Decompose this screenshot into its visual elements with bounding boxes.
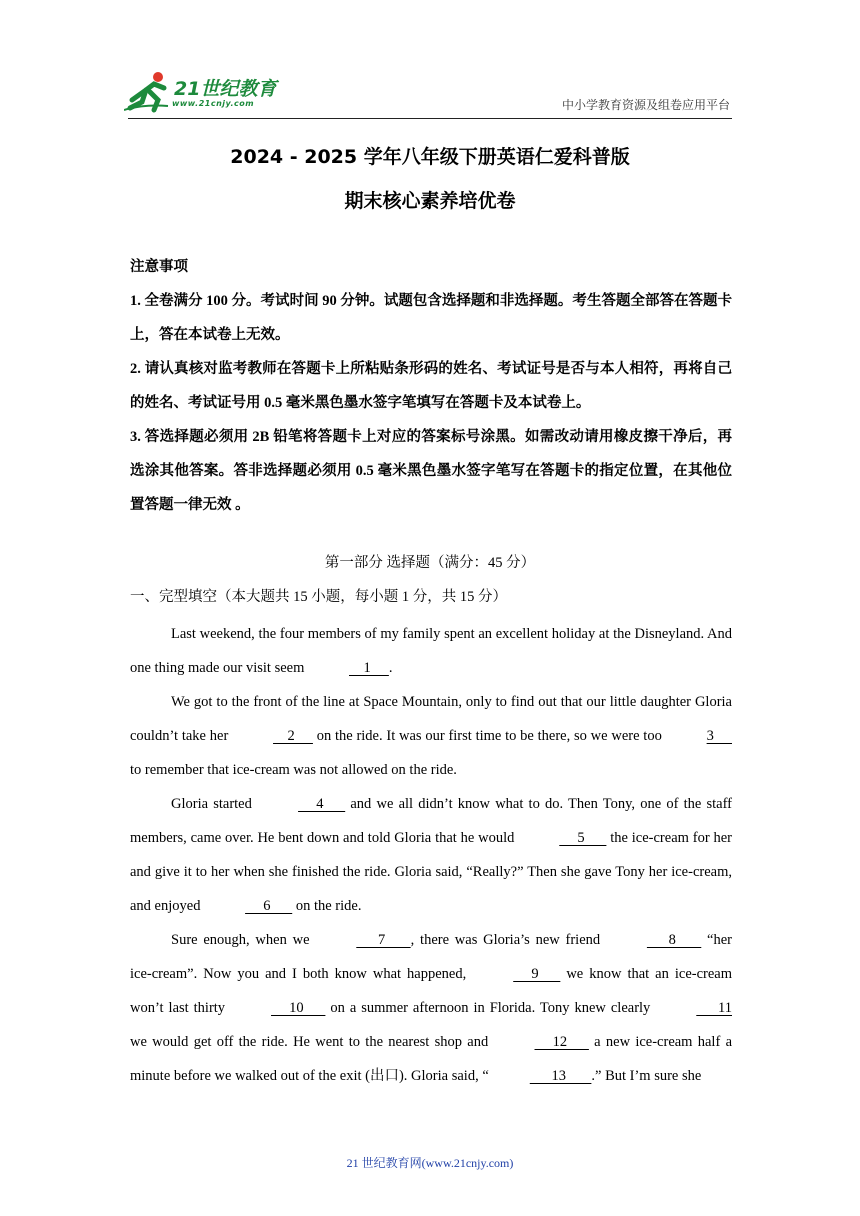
blank-9: 9 [513,966,561,982]
blank-2: 2 [273,728,313,744]
blank-11: 11 [696,1000,732,1016]
header-divider [128,118,732,119]
blank-5: 5 [559,830,607,846]
blank-10: 10 [271,1000,326,1016]
blank-6: 6 [245,898,293,914]
notes-section [130,250,732,522]
cloze-passage [130,617,732,1093]
paragraph: We got to the front of the line at Space Mountain, only to find out that our little daughter Gloria couldn’t take her 2 on the ride. It was our first time to be there, so we were too 3 to remember that ice-cream was not allowed on the ride. [130,694,732,778]
note-item-3: 3. 答选择题必须用 2B 铅笔将答题卡上对应的答案标号涂黑。如需改动请用橡皮擦干净后，再选涂其他答案。答非选择题必须用 0.5 毫米黑色墨水签字笔写在答题卡的指定位置，在其他位置答题一律无效 。 [130,429,732,513]
notes-heading: 注意事项 [130,259,188,275]
page-footer: 21 世纪教育网(www.21cnjy.com) [346,1156,514,1170]
blank-8: 8 [646,932,702,948]
blank-7: 7 [356,932,411,948]
exam-title: 2024 - 2025 学年八年级下册英语仁爱科普版 [230,146,630,168]
note-item-2: 2. 请认真核对监考教师在答题卡上所粘贴条形码的姓名、考试证号是否与本人相符，再将自己的姓名、考试证号用 0.5 毫米黑色墨水签字笔填写在答题卡及本试卷上。 [130,361,732,411]
paragraph: Sure enough, when we 7 , there was Gloria’s new friend 8 “her ice-cream”. Now you and I both know what happened, 9 we know that an ice-cream won’t last thirty 10 on a summer afternoon in Florida. Tony knew clearly 11 we would get off the ride. He went to the nearest shop and 12 a new ice-cream half a minute before we walked out of the exit (出口). Gloria said, “ 13 .” But I’m sure she [130,923,732,1093]
section-heading: 一、完型填空（本大题共 15 小题，每小题 1 分，共 15 分） [130,589,507,605]
exam-subtitle: 期末核心素养培优卷 [344,190,516,212]
blank-12: 12 [534,1034,589,1050]
note-item-1: 1. 全卷满分 100 分。考试时间 90 分钟。试题包含选择题和非选择题。考生答题全部答在答题卡上，答在本试卷上无效。 [130,293,732,343]
blank-13: 13 [529,1068,592,1084]
blank-3: 3 [706,728,732,744]
paragraph: Gloria started 4 and we all didn’t know what to do. Then Tony, one of the staff members, came over. He bent down and told Gloria that he would 5 the ice-cream for her and give it to her when she finished the ride. Gloria said, “Really?” Then she gave Tony her ice-cream, and enjoyed 6 on the ride. [130,787,732,923]
blank-1: 1 [349,660,389,676]
logo-text: 21世纪教育 [174,78,277,100]
logo-url: www.21cnjy.com [172,99,255,108]
part-heading: 第一部分 选择题（满分：45 分） [324,555,536,571]
platform-label: 中小学教育资源及组卷应用平台 [561,98,730,112]
blank-4: 4 [298,796,346,812]
paragraph: Last weekend, the four members of my family spent an excellent holiday at the Disneyland. And one thing made our visit seem 1 . [130,617,732,685]
logo [124,70,294,118]
running-figure-icon [124,70,174,114]
